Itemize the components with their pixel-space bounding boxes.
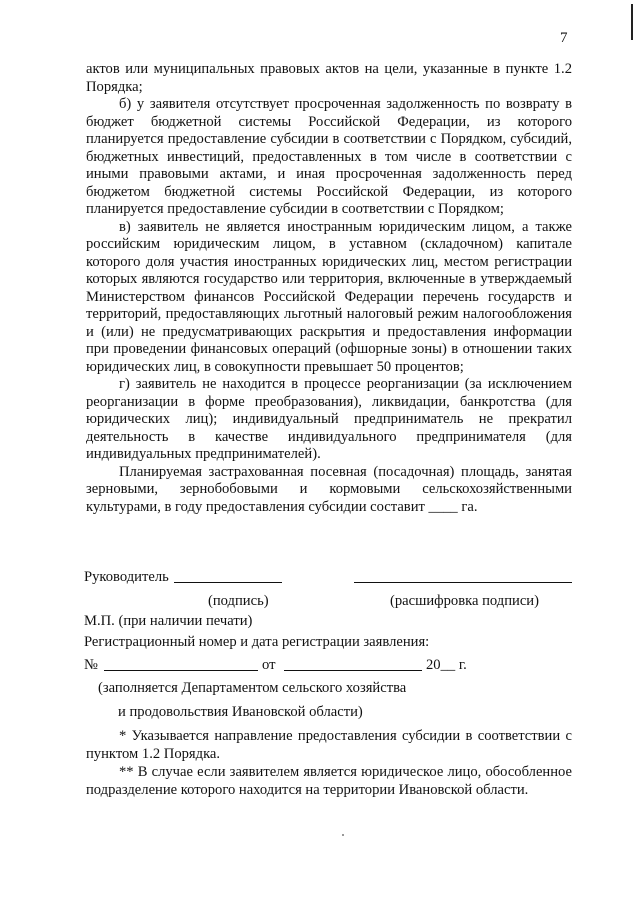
number-sign: № (84, 657, 98, 673)
scan-edge-mark (631, 4, 633, 40)
main-text (86, 61, 572, 516)
footnote-2: ** В случае если заявителем является юридическое лицо, обособленное подразделение которого находится на территории Ивановской области. (86, 764, 572, 798)
paragraph-b: б) у заявителя отсутствует просроченная задолженность по возврату в бюджет бюджетной системы Российской Федерации, из которого планируется предоставление субсидии в соответствии с Порядком, субсидий, бюджетных инвестиций, предоставленных в том числе в соответствии с иными правовыми актами, и иная просроченная задолженность перед бюджетом бюджетной системы Российской Федерации, из которого планируется предоставление субсидии в соответствии с Порядком; (86, 96, 572, 217)
footnote-1: * Указывается направление предоставления субсидии в соответствии с пунктом 1.2 Порядка. (86, 728, 572, 762)
fill-note-2: и продовольствия Ивановской области) (118, 704, 363, 720)
registration-date-line (284, 656, 422, 671)
from-word: от (262, 657, 276, 673)
decoding-caption: (расшифровка подписи) (390, 593, 539, 609)
registration-line: Регистрационный номер и дата регистрации заявления: (84, 634, 430, 650)
registration-row (84, 634, 574, 656)
signature-line (174, 568, 282, 583)
signature-captions-row (84, 590, 574, 612)
registration-number-line (104, 656, 258, 671)
registration-number-row (84, 656, 574, 678)
head-signature-row (84, 568, 574, 590)
footnotes (86, 727, 572, 799)
paragraph-continuation: актов или муниципальных правовых актов на цели, указанные в пункте 1.2 Порядка; (86, 61, 572, 95)
paragraph-g: г) заявитель не находится в процессе реорганизации (за исключением реорганизации в форме преобразования), ликвидации, банкротства (для юридических лиц); индивидуальный предприниматель не прекратил деятельность в качестве индивидуального предпринимателя (для индивидуальных предпринимателей). (86, 376, 572, 462)
paragraph-v: в) заявитель не является иностранным юридическим лицом, а также российским юридическим лицом, в уставном (складочном) капитале которого доля участия иностранных юридических лиц, местом регистрации которых являются государство или территория, включенные в утверждаемый Министерством финансов Российской Федерации перечень государств и территорий, предоставляющих льготный налоговый режим налогообложения и (или) не предусматривающих раскрытия и предоставления информации при проведении финансовых операций (офшорные зоны) в отношении таких юридических лиц, в совокупности превышает 50 процентов; (86, 218, 572, 375)
stamp-line: М.П. (при наличии печати) (84, 613, 253, 629)
year-field: 20__ г. (426, 657, 467, 673)
fill-note-row-2 (84, 700, 574, 722)
paragraph-planned-area: Планируемая застрахованная посевная (посадочная) площадь, занятая зерновыми, зернобобовыми и кормовыми сельскохозяйственными культурами, в году предоставления субсидии составит ____ га. (86, 463, 572, 515)
stamp-row (84, 612, 574, 634)
scan-speck (342, 834, 344, 836)
fill-note-row-1 (84, 678, 574, 700)
decoding-line (354, 568, 572, 583)
head-label: Руководитель (84, 569, 169, 585)
page-number: 7 (560, 30, 568, 46)
signature-caption: (подпись) (208, 593, 269, 609)
fill-note-1: (заполняется Департаментом сельского хозяйства (98, 680, 407, 696)
signature-block (84, 568, 574, 722)
